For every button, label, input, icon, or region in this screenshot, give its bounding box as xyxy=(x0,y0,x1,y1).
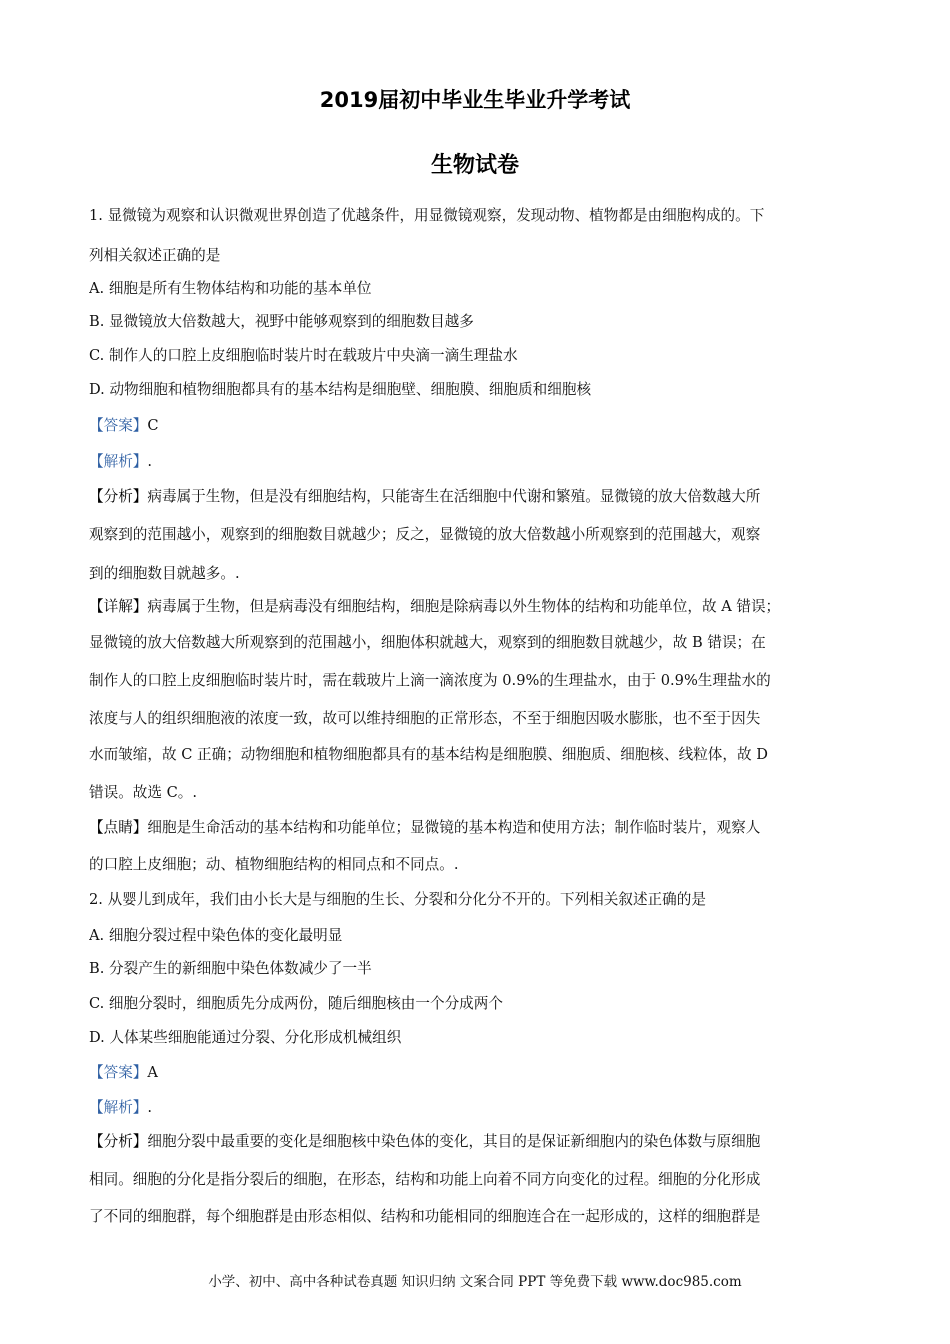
fenxi-tag: 【分析】 xyxy=(89,488,148,505)
answer-value: A xyxy=(147,1064,158,1081)
q1-fenxi-line-3: 到的细胞数目就越多。. xyxy=(89,565,240,582)
q1-dianjing-line-2: 的口腔上皮细胞；动、植物细胞结构的相同点和不同点。. xyxy=(89,856,459,873)
fenxi-tag: 【分析】 xyxy=(89,1133,148,1150)
q2-option-b: B. 分裂产生的新细胞中染色体数减少了一半 xyxy=(89,960,372,977)
q2-option-d: D. 人体某些细胞能通过分裂、分化形成机械组织 xyxy=(89,1029,402,1046)
q2-stem: 2. 从婴儿到成年，我们由小长大是与细胞的生长、分裂和分化分不开的。下列相关叙述正确的是 xyxy=(89,891,706,908)
q1-option-d: D. 动物细胞和植物细胞都具有的基本结构是细胞壁、细胞膜、细胞质和细胞核 xyxy=(89,381,592,398)
xiangjie-text: 病毒属于生物，但是病毒没有细胞结构，细胞是除病毒以外生物体的结构和功能单位，故 A 错误； xyxy=(147,598,781,615)
exam-title: 2019届初中毕业生毕业升学考试 xyxy=(319,88,631,112)
q2-fenxi-line-3: 了不同的细胞群，每个细胞群是由形态相似、结构和功能相同的细胞连合在一起形成的，这样的细胞群是 xyxy=(89,1208,761,1225)
q1-option-a: A. 细胞是所有生物体结构和功能的基本单位 xyxy=(89,280,372,297)
q1-xiangjie-line-1 xyxy=(89,597,879,617)
jiexi-tag: 【解析】 xyxy=(89,1099,148,1116)
q1-fenxi-line-1 xyxy=(89,487,879,507)
answer-value: C xyxy=(147,417,159,434)
q1-xiangjie-line-2: 显微镜的放大倍数越大所观察到的范围越小，细胞体积就越大，观察到的细胞数目就越少，故 B 错误；在 xyxy=(89,634,766,651)
footer-text: 小学、初中、高中各种试卷真题 知识归纳 文案合同 PPT 等免费下载 www.doc985.com xyxy=(208,1274,742,1290)
jiexi-value: . xyxy=(147,1099,153,1116)
q2-option-c: C. 细胞分裂时，细胞质先分成两份，随后细胞核由一个分成两个 xyxy=(89,995,503,1012)
answer-tag: 【答案】 xyxy=(89,417,148,434)
exam-subtitle: 生物试卷 xyxy=(430,153,519,178)
q1-jiexi xyxy=(89,452,879,472)
q1-xiangjie-line-6: 错误。故选 C。. xyxy=(89,784,198,801)
jiexi-tag: 【解析】 xyxy=(89,453,148,470)
fenxi-text: 细胞分裂中最重要的变化是细胞核中染色体的变化，其目的是保证新细胞内的染色体数与原细胞 xyxy=(147,1133,761,1150)
q1-stem-line-2: 列相关叙述正确的是 xyxy=(89,247,221,264)
q1-option-b: B. 显微镜放大倍数越大，视野中能够观察到的细胞数目越多 xyxy=(89,313,474,330)
q2-answer xyxy=(89,1063,879,1083)
q2-option-a: A. 细胞分裂过程中染色体的变化最明显 xyxy=(89,927,343,944)
q1-dianjing-line-1 xyxy=(89,818,879,838)
answer-tag: 【答案】 xyxy=(89,1064,148,1081)
jiexi-value: . xyxy=(147,453,153,470)
fenxi-text: 病毒属于生物，但是没有细胞结构，只能寄生在活细胞中代谢和繁殖。显微镜的放大倍数越大所 xyxy=(147,488,761,505)
q2-fenxi-line-1 xyxy=(89,1132,879,1152)
dianjing-tag: 【点睛】 xyxy=(89,819,148,836)
xiangjie-tag: 【详解】 xyxy=(89,598,148,615)
q2-jiexi xyxy=(89,1098,879,1118)
q2-fenxi-line-2: 相同。细胞的分化是指分裂后的细胞，在形态，结构和功能上向着不同方向变化的过程。细胞的分化形成 xyxy=(89,1171,761,1188)
q1-option-c: C. 制作人的口腔上皮细胞临时装片时在载玻片中央滴一滴生理盐水 xyxy=(89,347,518,364)
q1-stem-line-1: 1. 显微镜为观察和认识微观世界创造了优越条件，用显微镜观察，发现动物、植物都是由细胞构成的。下 xyxy=(89,207,765,224)
q1-xiangjie-line-4: 浓度与人的组织细胞液的浓度一致，故可以维持细胞的正常形态，不至于细胞因吸水膨胀，也不至于因失 xyxy=(89,710,761,727)
q1-xiangjie-line-3: 制作人的口腔上皮细胞临时装片时，需在载玻片上滴一滴浓度为 0.9%的生理盐水，由于 0.9%生理盐水的 xyxy=(89,672,771,689)
q1-answer xyxy=(89,416,879,436)
q1-fenxi-line-2: 观察到的范围越小，观察到的细胞数目就越少；反之，显微镜的放大倍数越小所观察到的范围越大，观察 xyxy=(89,526,761,543)
q1-xiangjie-line-5: 水而皱缩，故 C 正确；动物细胞和植物细胞都具有的基本结构是细胞膜、细胞质、细胞核、线粒体，故 D xyxy=(89,746,768,763)
dianjing-text: 细胞是生命活动的基本结构和功能单位；显微镜的基本构造和使用方法；制作临时装片，观察人 xyxy=(147,819,761,836)
